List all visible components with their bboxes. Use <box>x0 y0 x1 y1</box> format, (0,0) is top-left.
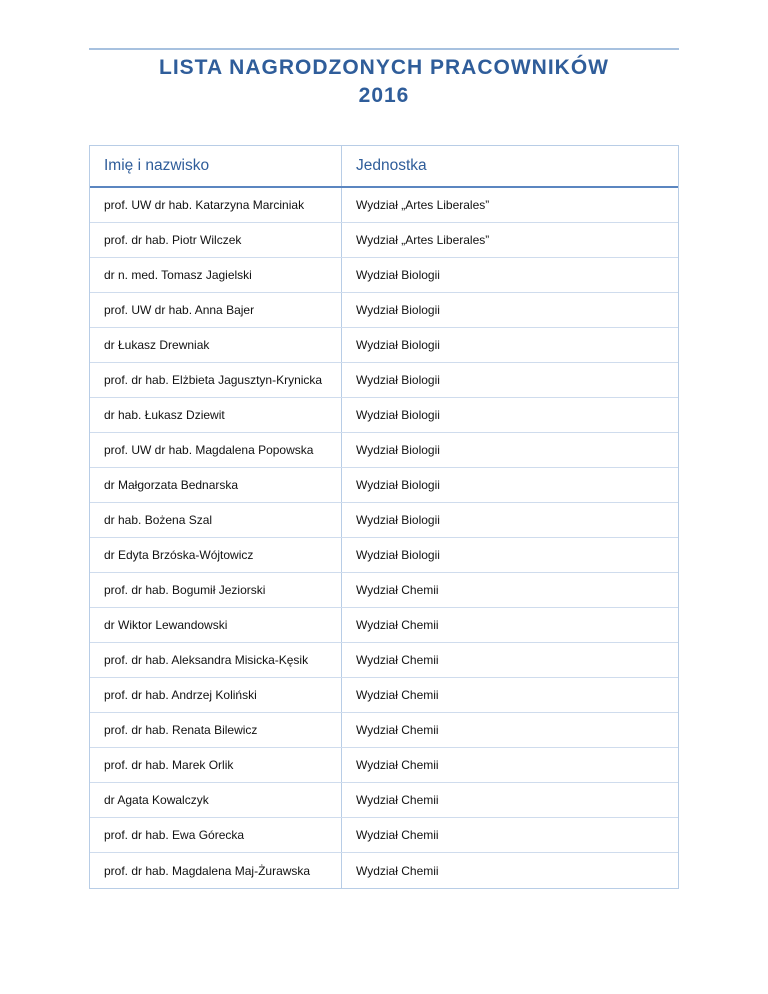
cell-unit: Wydział Chemii <box>356 863 439 878</box>
cell-unit: Wydział Biologii <box>356 548 440 562</box>
title-line-1: LISTA NAGRODZONYCH PRACOWNIKÓW <box>159 56 609 79</box>
cell-name: prof. UW dr hab. Anna Bajer <box>90 293 342 327</box>
table-row <box>90 188 678 223</box>
cell-name: dr Edyta Brzóska-Wójtowicz <box>90 538 342 572</box>
table-row <box>90 293 678 328</box>
cell-unit: Wydział Biologii <box>356 338 440 352</box>
cell-unit: Wydział Biologii <box>356 478 440 492</box>
cell-name: prof. UW dr hab. Magdalena Popowska <box>90 433 342 467</box>
cell-name: prof. dr hab. Magdalena Maj-Żurawska <box>90 853 342 888</box>
table-body <box>90 188 678 888</box>
cell-name: prof. dr hab. Bogumił Jeziorski <box>90 573 342 607</box>
top-divider <box>89 48 679 50</box>
table-row <box>90 433 678 468</box>
cell-name: prof. dr hab. Ewa Górecka <box>90 818 342 852</box>
table-row <box>90 223 678 258</box>
cell-unit: Wydział Biologii <box>356 303 440 317</box>
cell-name: prof. dr hab. Renata Bilewicz <box>90 713 342 747</box>
cell-name: dr Małgorzata Bednarska <box>90 468 342 502</box>
cell-name: dr hab. Łukasz Dziewit <box>90 398 342 432</box>
table-row <box>90 608 678 643</box>
cell-name: prof. dr hab. Elżbieta Jagusztyn-Krynicka <box>90 363 342 397</box>
cell-name: prof. dr hab. Andrzej Koliński <box>90 678 342 712</box>
table-row <box>90 258 678 293</box>
header-unit: Jednostka <box>356 157 427 174</box>
cell-unit: Wydział Biologii <box>356 513 440 527</box>
cell-unit: Wydział Biologii <box>356 443 440 457</box>
table-row <box>90 818 678 853</box>
table-row <box>90 363 678 398</box>
table-row <box>90 468 678 503</box>
cell-unit: Wydział Chemii <box>356 793 439 807</box>
cell-name: prof. dr hab. Piotr Wilczek <box>90 223 342 257</box>
cell-name: prof. UW dr hab. Katarzyna Marciniak <box>90 188 342 222</box>
title-line-2: 2016 <box>358 84 410 107</box>
table-row <box>90 748 678 783</box>
table-row <box>90 713 678 748</box>
cell-unit: Wydział Chemii <box>356 583 439 597</box>
cell-unit: Wydział Biologii <box>356 373 440 387</box>
cell-unit: Wydział Chemii <box>356 758 439 772</box>
cell-unit: Wydział Biologii <box>356 268 440 282</box>
cell-name: dr hab. Bożena Szal <box>90 503 342 537</box>
table-row <box>90 643 678 678</box>
table-row <box>90 678 678 713</box>
awardees-table <box>89 145 679 889</box>
cell-name: dr Łukasz Drewniak <box>90 328 342 362</box>
cell-unit: Wydział Chemii <box>356 653 439 667</box>
document-title <box>89 54 679 110</box>
cell-name: prof. dr hab. Aleksandra Misicka-Kęsik <box>90 643 342 677</box>
table-row <box>90 398 678 433</box>
table-row <box>90 328 678 363</box>
cell-name: dr Agata Kowalczyk <box>90 783 342 817</box>
cell-unit: Wydział Biologii <box>356 408 440 422</box>
cell-unit: Wydział Chemii <box>356 618 439 632</box>
header-name: Imię i nazwisko <box>90 146 342 186</box>
cell-name: dr n. med. Tomasz Jagielski <box>90 258 342 292</box>
table-row <box>90 503 678 538</box>
cell-name: prof. dr hab. Marek Orlik <box>90 748 342 782</box>
table-row <box>90 783 678 818</box>
cell-unit: Wydział Chemii <box>356 723 439 737</box>
table-row <box>90 573 678 608</box>
cell-unit: Wydział „Artes Liberales” <box>356 198 490 212</box>
cell-name: dr Wiktor Lewandowski <box>90 608 342 642</box>
cell-unit: Wydział Chemii <box>356 828 439 842</box>
cell-unit: Wydział „Artes Liberales” <box>356 233 490 247</box>
table-row <box>90 538 678 573</box>
table-header-row <box>90 146 678 188</box>
table-row <box>90 853 678 888</box>
cell-unit: Wydział Chemii <box>356 688 439 702</box>
